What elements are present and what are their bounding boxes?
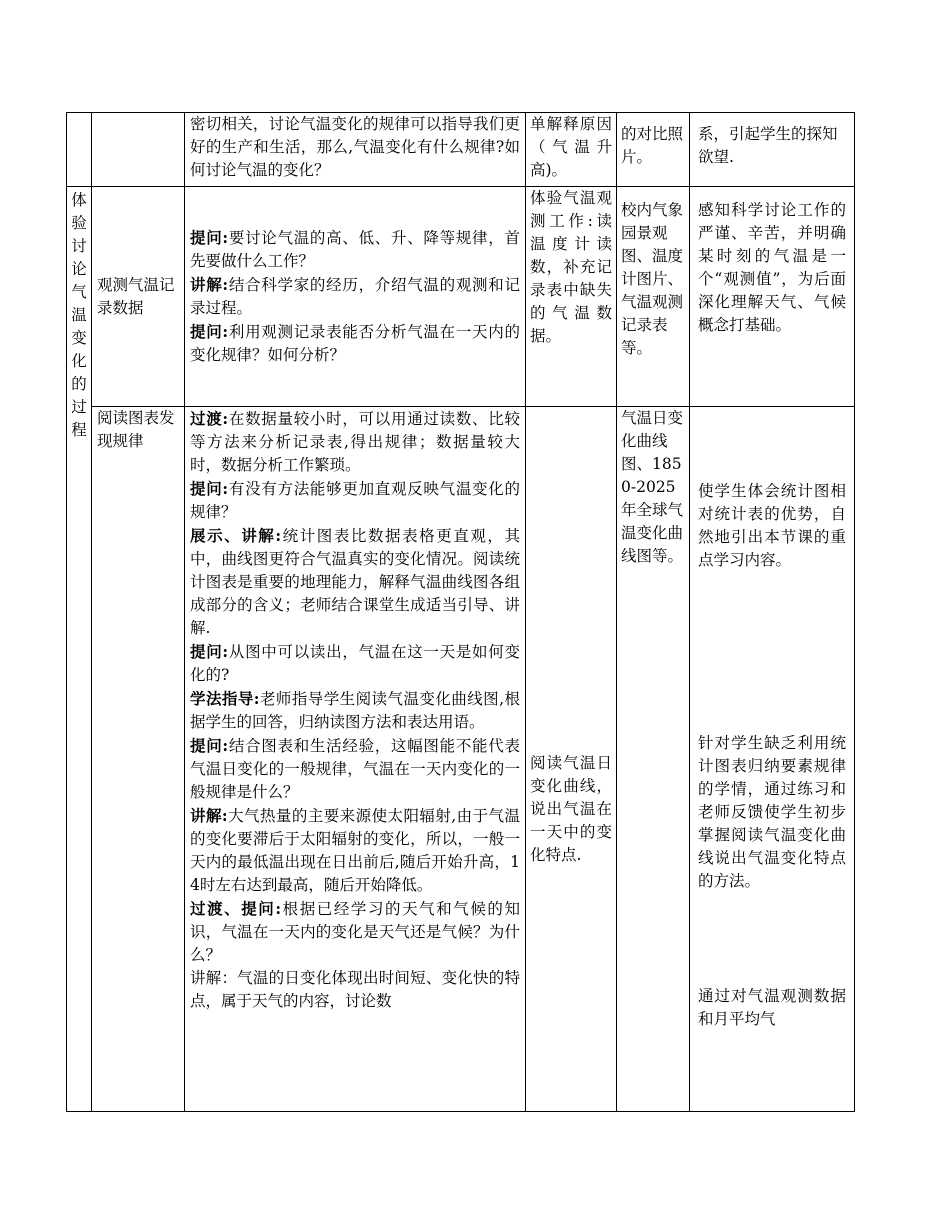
lesson-plan-table <box>66 112 855 1112</box>
list-item: 提问:从图中可以读出，气温在这一天是如何变化的? <box>190 642 520 684</box>
list-item: 展示、讲解:统计图表比数据表格更直观，其中，曲线图更符合气温真实的变化情况。阅读统计图表是重要的地理能力，解释气温曲线图各组成部分的含义；老师结合课堂生成适当引导、讲解. <box>190 526 520 637</box>
list-item: 过渡、提问:根据已经学习的天气和气候的知识，气温在一天内的变化是天气还是气候？为什么？ <box>190 899 520 964</box>
list-item: 提问:结合图表和生活经验，这幅图能不能代表气温日变化的一般规律，气温在一天内变化的一般规律是什么？ <box>190 736 520 801</box>
list-item: 提问:利用观测记录表能否分析气温在一天内的变化规律？如何分析？ <box>190 322 520 364</box>
list-item: 过渡:在数据量较小时，可以用通过读数、比较等方法来分析记录表,得出规律；数据量较大时，数据分析工作繁琐。 <box>190 409 520 474</box>
student-activity-cell: 单解释原因（气温升高)。 <box>526 113 617 187</box>
design-intent-3: 通过对气温观测数据和月平均气 <box>698 987 846 1028</box>
teacher-activity-cell <box>185 407 526 1112</box>
list-item: 学法指导:老师指导学生阅读气温变化曲线图,根据学生的回答，归纳读图方法和表达用语。 <box>190 689 520 731</box>
activity-name-cell: 观测气温记录数据 <box>92 187 185 407</box>
table-row <box>67 187 855 407</box>
table-row <box>67 407 855 1112</box>
design-intent-1: 使学生体会统计图相对统计表的优势，自然地引出本节课的重点学习内容。 <box>698 482 846 569</box>
design-intent-cell <box>690 407 855 1112</box>
section-title: 体 验 讨 论 气 温 变 化 的 过 程 <box>67 187 92 1112</box>
resource-cell: 校内气象园景观图、温度计图片、气温观测记录表等。 <box>617 187 690 407</box>
list-item: 讲解:大气热量的主要来源使太阳辐射,由于气温的变化要滞后于太阳辐射的变化，所以，一般一天内的最低温出现在日出前后,随后开始升高，14时左右达到最高，随后开始降低。 <box>190 806 520 894</box>
teacher-activity-cell: 密切相关，讨论气温变化的规律可以指导我们更好的生产和生活，那么,气温变化有什么规律?如何讨论气温的变化？ <box>185 113 526 187</box>
design-intent-2: 针对学生缺乏利用统计图表归纳要素规律的学情，通过练习和老师反馈使学生初步掌握阅读气温变化曲线说出气温变化特点的方法。 <box>698 734 846 890</box>
table-row <box>67 113 855 187</box>
list-item: 提问:要讨论气温的高、低、升、降等规律，首先要做什么工作？ <box>190 228 520 270</box>
student-activity-cell: 阅读气温日变化曲线，说出气温在一天中的变化特点. <box>526 407 617 1112</box>
list-item: 提问:有没有方法能够更加直观反映气温变化的规律？ <box>190 479 520 521</box>
teacher-activity-cell <box>185 187 526 407</box>
design-intent-cell: 系，引起学生的探知欲望. <box>690 113 855 187</box>
resource-cell: 的对比照片。 <box>617 113 690 187</box>
resource-cell: 气温日变化曲线图、1850-2025年全球气温变化曲线图等。 <box>617 407 690 1112</box>
list-item: 讲解:结合科学家的经历，介绍气温的观测和记录过程。 <box>190 275 520 317</box>
student-activity-cell: 体验气温观测工作:读温度计读数，补充记录表中缺失的气温数据。 <box>526 187 617 407</box>
list-item: 讲解：气温的日变化体现出时间短、变化快的特点，属于天气的内容，讨论数 <box>190 969 520 1010</box>
design-intent-cell: 感知科学讨论工作的严谨、辛苦，并明确某时刻的气温是一个“观测值”，为后面深化理解天气、气候概念打基础。 <box>690 187 855 407</box>
activity-name-cell: 阅读图表发现规律 <box>92 407 185 1112</box>
